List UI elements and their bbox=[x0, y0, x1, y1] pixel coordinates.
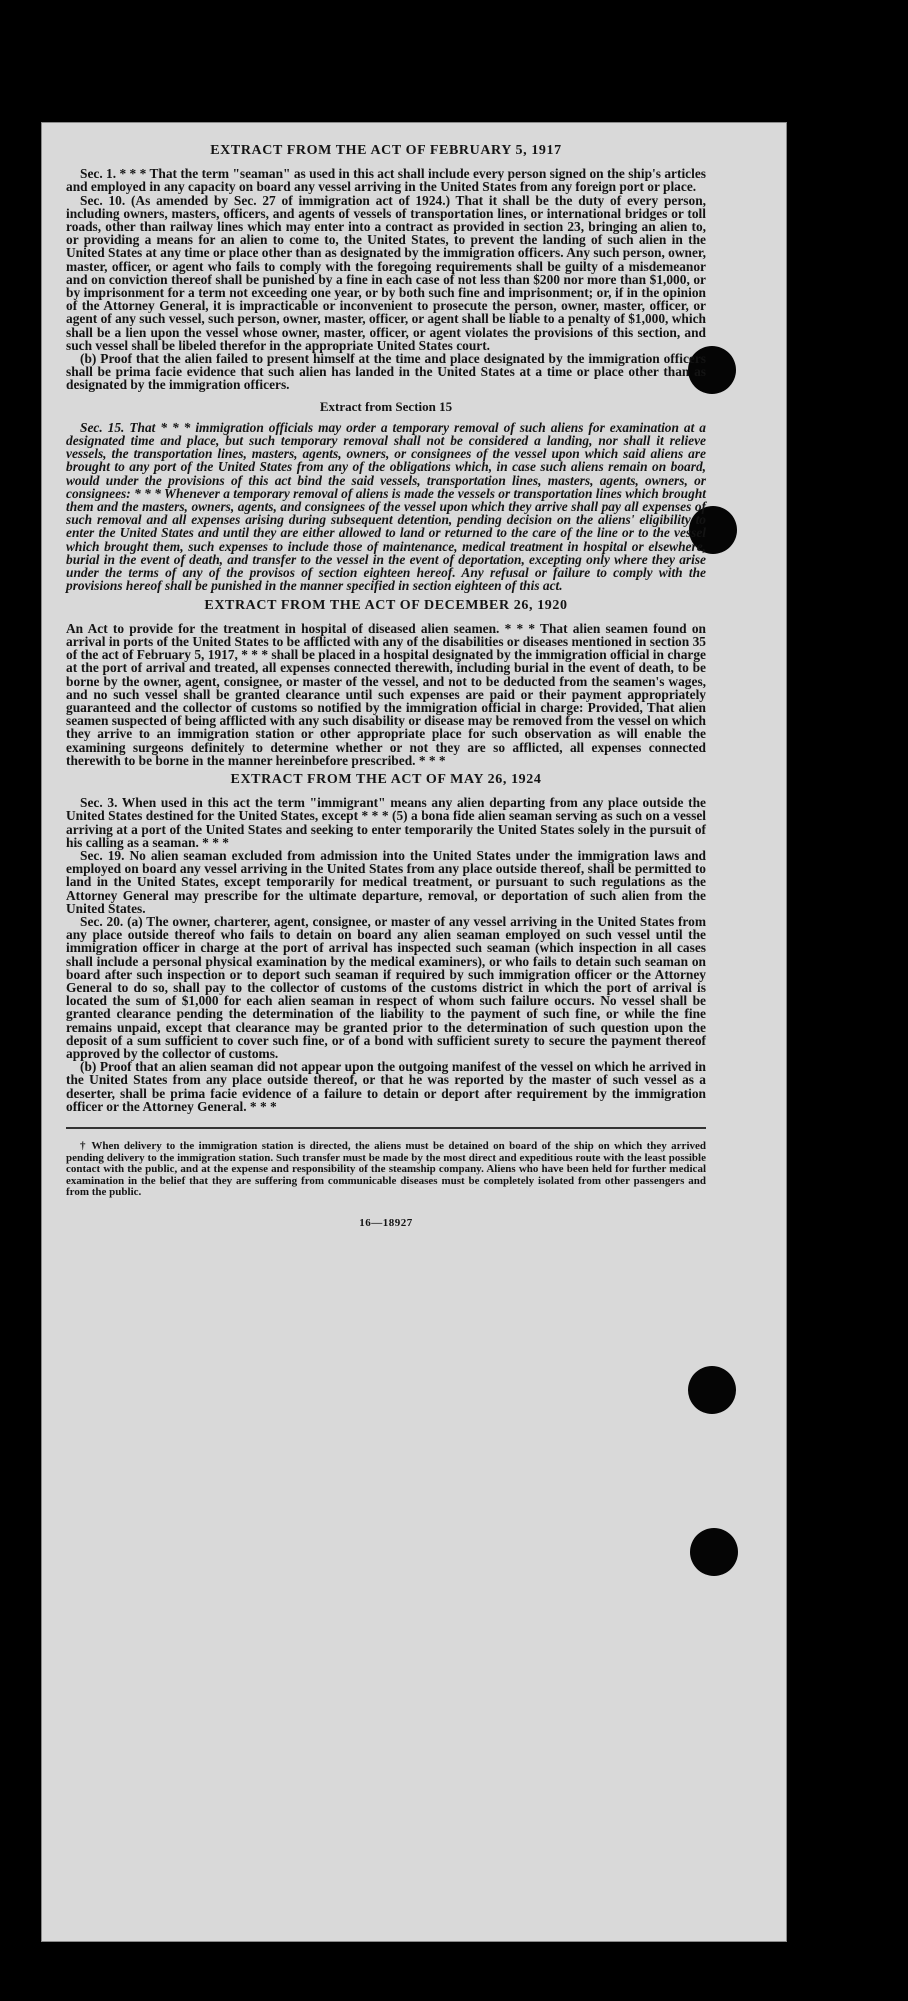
heading-act-dec-1920: EXTRACT FROM THE ACT OF DECEMBER 26, 1920 bbox=[204, 597, 568, 613]
punch-hole bbox=[690, 1528, 738, 1576]
punch-hole bbox=[688, 1366, 736, 1414]
section-19-paragraph: Sec. 19. No alien seaman excluded from admission into the United States under the immigration laws and employed on board any vessel arriving in the United States from any place outside thereof, shall be permitted to land in the United States, except temporarily for medical treatment, or pursuant to such regulations as the Attorney General may prescribe for the ultimate departure, removal, or deportation of such alien from the United States. bbox=[66, 847, 706, 916]
divider-rule bbox=[66, 1127, 706, 1129]
heading-act-feb-1917: EXTRACT FROM THE ACT OF FEBRUARY 5, 1917 bbox=[210, 143, 562, 158]
form-number: 16—18927 bbox=[359, 1216, 413, 1229]
section-10b-paragraph: (b) Proof that the alien failed to present himself at the time and place designated by the immigration officers shall be prima facie evidence that such alien has landed in the United States at a time or place other than as designated by the immigration officers. bbox=[66, 351, 706, 393]
footnote bbox=[66, 1141, 706, 1199]
section-3-paragraph: Sec. 3. When used in this act the term "immigrant" means any alien departing from any place outside the United States destined for the United States, except * * * (5) a bona fide alien seaman serving as such on a vessel arriving at a port of the United States and seeking to enter temporarily the United States solely in the pursuit of his calling as a seaman. * * * bbox=[66, 795, 706, 850]
heading-act-may-1924: EXTRACT FROM THE ACT OF MAY 26, 1924 bbox=[230, 771, 542, 787]
section-20b-paragraph: (b) Proof that an alien seaman did not appear upon the outgoing manifest of the vessel on which he arrived in the United States from any place outside thereof, or that he was reported by the master of such vessel as a deserter, shall be prima facie evidence of a failure to detain or deport after requirement by the immigration officer or the Attorney General. * * * bbox=[66, 1059, 706, 1114]
section-20a-paragraph: Sec. 20. (a) The owner, charterer, agent, consignee, or master of any vessel arriving in the United States from any place outside thereof who fails to detain on board any alien seaman employed on such vessel until the immigration officer in charge at the port of arrival has inspected such seaman (which inspection in all cases shall include a personal physical examination by the medical examiners), or who fails to detain such seaman on board after such inspection or to deport such seaman if required by such immigration officer or the Attorney General to do so, shall pay to the collector of customs of the customs district in which the port of arrival is located the sum of $1,000 for each alien seaman in respect of whom such failure occurs. No vessel shall be granted clearance pending the determination of the liability to the payment of such fine, or while the fine remains unpaid, except that clearance may be granted prior to the determination of such question upon the deposit of a sum sufficient to cover such fine, or of a bond with sufficient surety to secure the payment thereof approved by the collector of customs. bbox=[66, 913, 706, 1061]
act-1920-paragraph: An Act to provide for the treatment in hospital of diseased alien seamen. * * * That alien seamen found on arrival in ports of the United States to be afflicted with any of the disabilities or diseases mentioned in section 35 of the act of February 5, 1917, * * * shall be placed in a hospital designated by the immigration official in charge at the port of arrival and treated, all expenses connected therewith, including burial in the event of death, to be borne by the owner, agent, consignee, or master of the vessel, and not to be deducted from the seamen's wages, and no such vessel shall be granted clearance until such expenses are paid or their payment appropriately guaranteed and the collector of customs so notified by the immigration official in charge: Provided, That alien seamen suspected of being afflicted with any such disability or disease may be removed from the vessel on which they arrive to an immigration station or other appropriate place for such observation as will enable the examining surgeons definitely to determine whether or not they are so afflicted, all expenses connected therewith to be borne in the manner hereinbefore prescribed. * * * bbox=[66, 620, 706, 768]
subheading-section-15: Extract from Section 15 bbox=[319, 398, 453, 414]
document-body bbox=[66, 138, 706, 1230]
section-15-paragraph: Sec. 15. That * * * immigration officials may order a temporary removal of such aliens for examination at a designated time and place, but such temporary removal shall not be considered a landing, nor shall it relieve vessels, the transportation lines, masters, agents, owners, or consignees of the vessel upon which said aliens are brought to any port of the United States from any of the obligations which, in case such aliens remain on board, would under the provisions of this act bind the said vessels, transportation lines, masters, agents, owners, or consignees: * * * Whenever a temporary removal of aliens is made the vessels or transportation lines which brought them and the masters, owners, agents, and consignees of the vessel upon which they arrive shall pay all expenses of such removal and all expenses arising during subsequent detention, pending decision on the aliens' eligibility to enter the United States and until they are either allowed to land or returned to the care of the line or to the vessel which brought them, such expenses to include those of maintenance, medical treatment in hospital or elsewhere, burial in the event of death, and transfer to the vessel in the event of deportation, excepting only where they arise under the terms of any of the provisos of section eighteen hereof. Any refusal or failure to comply with the provisions hereof shall be punished in the manner specified in section eighteen of this act. bbox=[66, 419, 706, 594]
section-10-paragraph: Sec. 10. (As amended by Sec. 27 of immigration act of 1924.) That it shall be the duty of every person, including owners, masters, officers, and agents of vessels of transportation lines, or international bridges or toll roads, other than railway lines which may enter into a contract as provided in section 23, bringing an alien to, or providing a means for an alien to come to, the United States, to prevent the landing of such alien in the United States at any time or place other than as designated by the immigration officers. Any such person, owner, master, officer, or agent who fails to comply with the foregoing requirements shall be guilty of a misdemeanor and on conviction thereof shall be punished by a fine in each case of not less than $200 nor more than $1,000, or by imprisonment for a term not exceeding one year, or by both such fine and imprisonment; or, if in the opinion of the Attorney General, it is impracticable or inconvenient to prosecute the person, owner, master, officer, or agent of any such vessel, such person, owner, master, officer, or agent shall be liable to a penalty of $1,000, which shall be a lien upon the vessel whose owner, master, officer, or agent violates the provisions of this section, and such vessel shall be libeled therefor in the appropriate United States court. bbox=[66, 192, 706, 353]
footnote-text: † When delivery to the immigration station is directed, the aliens must be detained on board of the ship on which they arrived pending delivery to the immigration station. Such transfer must be made by the most direct and expeditious route with the least possible contact with the public, and at the expense and responsibility of the steamship company. Aliens who have been held for further medical examination in the belief that they are suffering from communicable diseases must be completely isolated from other passengers and from the public. bbox=[66, 1140, 706, 1199]
section-1-paragraph: Sec. 1. * * * That the term "seaman" as used in this act shall include every person signed on the ship's articles and employed in any capacity on board any vessel arriving in the United States from any foreign port or place. bbox=[66, 166, 706, 195]
